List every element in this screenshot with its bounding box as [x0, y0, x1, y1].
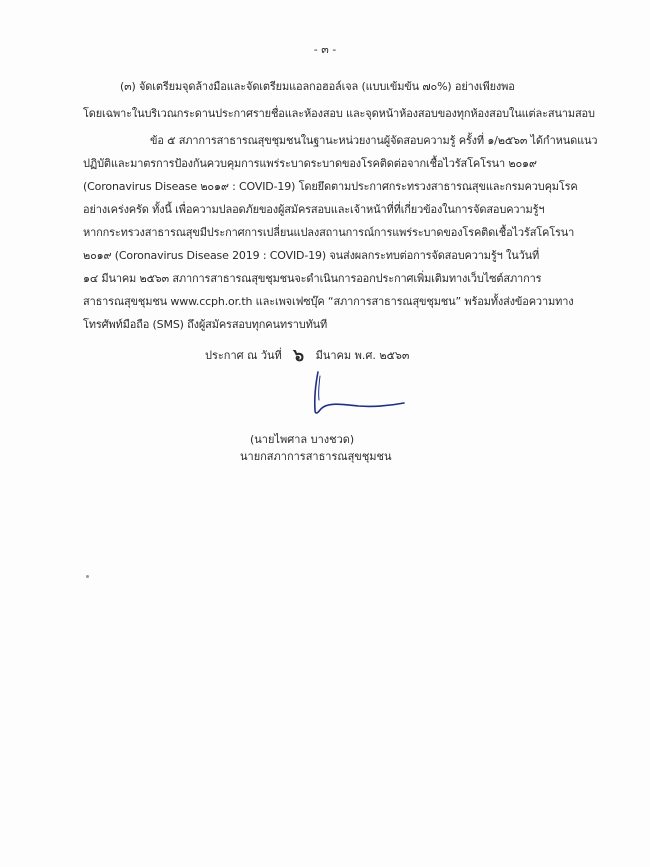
paragraph-line: ข้อ ๕ สภาการสาธารณสุขชุมชนในฐานะหน่วยงานผู้จัดสอบความรู้ ครั้งที่ ๑/๒๕๖๓ ได้กำหนดแนว: [150, 134, 598, 147]
paragraph-line: อย่างเคร่งครัด ทั้งนี้ เพื่อความปลอดภัยของผู้สมัครสอบและเจ้าหน้าที่ที่เกี่ยวข้องในการจัดสอบความรู้ฯ: [83, 203, 545, 216]
scan-speck: [86, 575, 89, 578]
paragraph-line: (Coronavirus Disease ๒๐๑๙ : COVID-19) โดยยึดตามประกาศกระทรวงสาธารณสุขและกรมควบคุมโรค: [83, 180, 578, 193]
date-day: ๖: [293, 346, 305, 366]
paragraph-line: ๑๔ มีนาคม ๒๕๖๓ สภาการสาธารณสุขชุมชนจะดำเนินการออกประกาศเพิ่มเติมทางเว็บไซต์สภาการ: [83, 272, 542, 285]
announcement-date: [205, 340, 409, 367]
paragraph-line: สาธารณสุขชุมชน www.ccph.or.th และเพจเฟซบุ๊ค “สภาการสาธารณสุขชุมชน” พร้อมทั้งส่งข้อความทาง: [83, 295, 574, 308]
signer-title: นายกสภาการสาธารณสุขชุมชน: [240, 450, 392, 463]
page-number: - ๓ -: [313, 43, 337, 56]
signature-image: [300, 370, 410, 420]
date-prefix: ประกาศ ณ วันที่: [205, 349, 282, 362]
signer-name: (นายไพศาล บางชวด): [250, 433, 355, 446]
paragraph-line: โดยเฉพาะในบริเวณกระดานประกาศรายชื่อและห้องสอบ และจุดหน้าห้องสอบของทุกห้องสอบในแต่ละสนามสอบ: [83, 107, 595, 120]
paragraph-line: หากกระทรวงสาธารณสุขมีประกาศการเปลี่ยนแปลงสถานการณ์การแพร่ระบาดของโรคติดเชื้อไวรัสโคโรนา: [83, 226, 575, 239]
paragraph-line: ปฏิบัติและมาตรการป้องกันควบคุมการแพร่ระบาดระบาดของโรคติดต่อจากเชื้อไวรัสโคโรนา ๒๐๑๙: [83, 157, 537, 170]
date-month-year: มีนาคม พ.ศ. ๒๕๖๓: [315, 349, 410, 362]
paragraph-line: โทรศัพท์มือถือ (SMS) ถึงผู้สมัครสอบทุกคนทราบทันที: [83, 318, 328, 331]
paragraph-line: (๓) จัดเตรียมจุดล้างมือและจัดเตรียมแอลกอฮอล์เจล (แบบเข้มข้น ๗๐%) อย่างเพียงพอ: [120, 80, 515, 93]
paragraph-line: ๒๐๑๙ (Coronavirus Disease 2019 : COVID-19) จนส่งผลกระทบต่อการจัดสอบความรู้ฯ ในวันที่: [83, 249, 540, 262]
